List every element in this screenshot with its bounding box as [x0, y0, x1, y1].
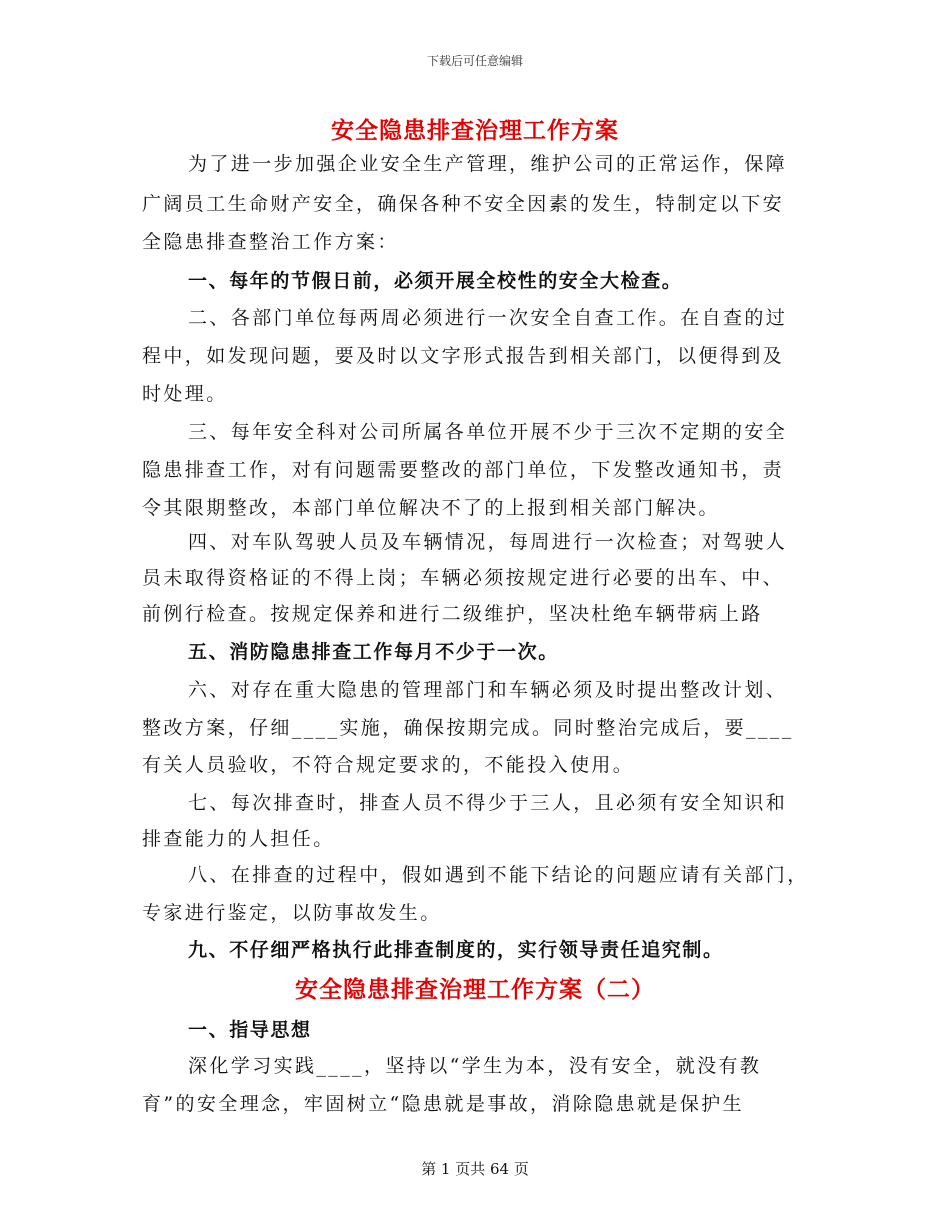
paragraph-line: 令其限期整改，本部门单位解决不了的上报到相关部门解决。: [142, 497, 720, 519]
paragraph-line: 时处理。: [142, 383, 228, 405]
paragraph-line: 育”的安全理念，牢固树立“隐患就是事故，消除隐患就是保护生: [142, 1093, 745, 1115]
paragraph-line: 四、对车队驾驶人员及车辆情况，每周进行一次检查；对驾驶人: [188, 531, 788, 553]
paragraph-line: 三、每年安全科对公司所属各单位开展不少于三次不定期的安全: [188, 421, 788, 443]
section-heading: 一、指导思想: [188, 1019, 312, 1041]
paragraph-line: 程中，如发现问题，要及时以文字形式报告到相关部门，以便得到及: [142, 345, 785, 367]
section-heading: 九、不仔细严格执行此排查制度的，实行领导责任追究制。: [188, 939, 724, 961]
page-number: 第 1 页共 64 页: [421, 1160, 529, 1178]
paragraph-line: 整改方案，仔细____实施，确保按期完成。同时整治完成后，要____: [142, 717, 794, 739]
paragraph-line: 员未取得资格证的不得上岗；车辆必须按规定进行必要的出车、中、: [142, 567, 785, 589]
paragraph-line: 排查能力的人担任。: [142, 828, 335, 850]
paragraph-line: 七、每次排查时，排查人员不得少于三人，且必须有安全知识和: [188, 792, 788, 814]
section-heading: 五、消防隐患排查工作每月不少于一次。: [188, 641, 559, 663]
section-heading: 一、每年的节假日前，必须开展全校性的安全大检查。: [188, 270, 683, 292]
paragraph-line: 六、对存在重大隐患的管理部门和车辆必须及时提出整改计划、: [188, 679, 788, 701]
paragraph-line: 深化学习实践____，坚持以“学生为本，没有安全，就没有教: [188, 1055, 762, 1077]
paragraph-line: 八、在排查的过程中，假如遇到不能下结论的问题应请有关部门，: [188, 864, 809, 886]
paragraph-line: 为了进一步加强企业安全生产管理，维护公司的正常运作，保障: [188, 153, 788, 175]
paragraph-line: 二、各部门单位每两周必须进行一次安全自查工作。在自查的过: [188, 307, 788, 329]
section-title: 安全隐患排查治理工作方案（二）: [295, 976, 655, 1003]
document-title: 安全隐患排查治理工作方案: [331, 117, 619, 144]
paragraph-line: 有关人员验收，不符合规定要求的，不能投入使用。: [142, 754, 635, 776]
paragraph-line: 隐患排查工作，对有问题需要整改的部门单位，下发整改通知书，责: [142, 459, 785, 481]
paragraph-line: 前例行检查。按规定保养和进行二级维护，坚决杜绝车辆带病上路: [142, 603, 763, 625]
header-note: 下载后可任意编辑: [426, 54, 523, 68]
paragraph-line: 全隐患排查整治工作方案：: [142, 231, 399, 253]
paragraph-line: 专家进行鉴定，以防事故发生。: [142, 902, 442, 924]
paragraph-line: 广阔员工生命财产安全，确保各种不安全因素的发生，特制定以下安: [142, 193, 785, 215]
